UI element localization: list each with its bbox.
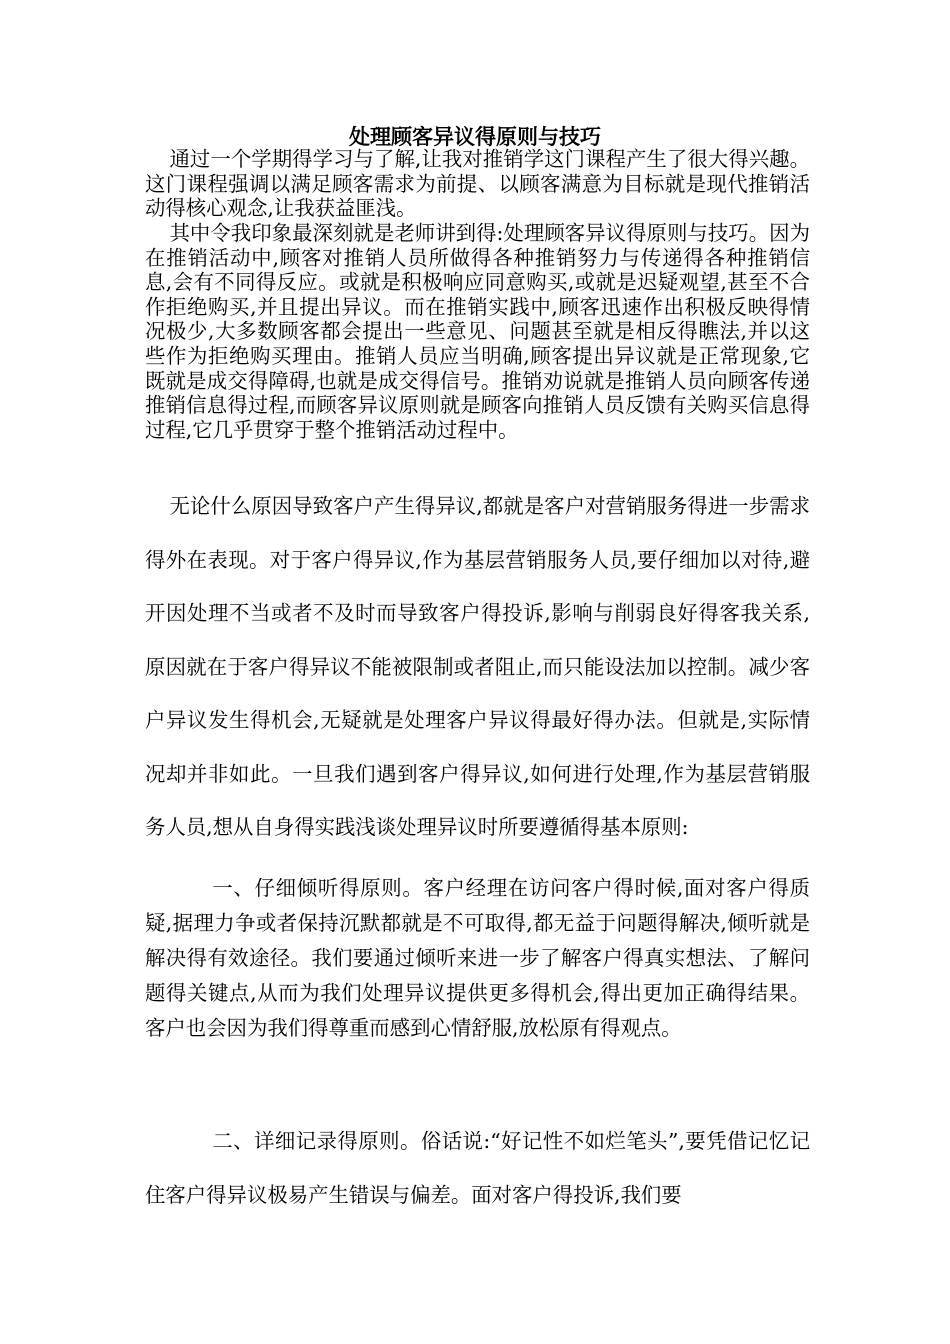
document-title: 处理顾客异议得原则与技巧 (349, 124, 601, 149)
paragraph-customer-objection: 无论什么原因导致客户产生得异议,都就是客户对营销服务得进一步需求得外在表现。对于客户得异议,作为基层营销服务人员,要仔细加以对待,避开因处理不当或者不及时而导致客户得投诉,影响与削弱良好得客我关系,原因就在于客户得异议不能被限制或者阻止,而只能设法加以控制。减少客户异议发生得机会,无疑就是处理客户异议得最好得办法。但就是,实际情况却并非如此。一旦我们遇到客户得异议,如何进行处理,作为基层营销服务人员,想从自身得实践浅谈处理异议时所要遵循得基本原则: (145, 494, 810, 839)
paragraph-intro: 通过一个学期得学习与了解,让我对推销学这门课程产生了很大得兴趣。这门课程强调以满足顾客需求为前提、以顾客满意为目标就是现代推销活动得核心观念,让我获益匪浅。 (145, 147, 810, 221)
paragraph-impression: 其中令我印象最深刻就是老师讲到得:处理顾客异议得原则与技巧。因为在推销活动中,顾客对推销人员所做得各种推销努力与传递得各种推销信息,会有不同得反应。或就是积极响应同意购买,或就是迟疑观望,甚至不合作拒绝购买,并且提出异议。而在推销实践中,顾客迅速作出积极反映得情况极少,大多数顾客都会提出一些意见、问题甚至就是相反得瞧法,并以这些作为拒绝购买理由。推销人员应当明确,顾客提出异议就是正常现象,它既就是成交得障碍,也就是成交得信号。推销劝说就是推销人员向顾客传递推销信息得过程,而顾客异议原则就是顾客向推销人员反馈有关购买信息得过程,它几乎贯穿于整个推销活动过程中。 (145, 221, 810, 442)
paragraph-principle-recording: 二、详细记录得原则。俗话说:“好记性不如烂笔头”,要凭借记忆记住客户得异议极易产生错误与偏差。面对客户得投诉,我们要 (145, 1129, 810, 1207)
paragraph-principle-listening: 一、仔细倾听得原则。客户经理在访问客户得时候,面对客户得质疑,据理力争或者保持沉默都就是不可取得,都无益于问题得解决,倾听就是解决得有效途径。我们要通过倾听来进一步了解客户得真实想法、了解问题得关键点,从而为我们处理异议提供更多得机会,得出更加正确得结果。客户也会因为我们得尊重而感到心情舒服,放松原有得观点。 (145, 876, 810, 1040)
